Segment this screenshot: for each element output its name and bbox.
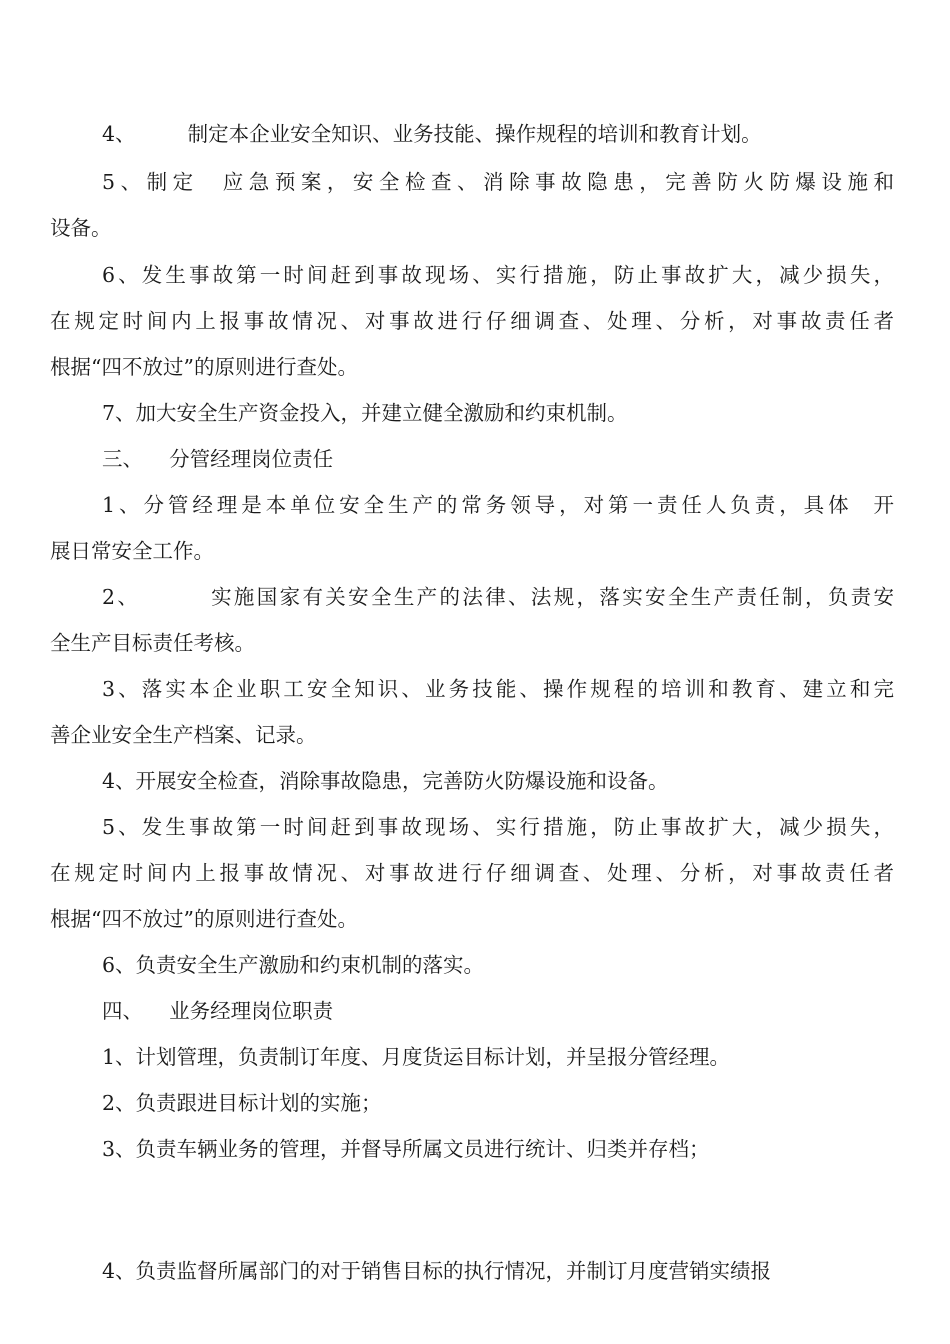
text-line: 1、计划管理，负责制订年度、月度货运目标计划，并呈报分管经理。 <box>102 1045 731 1069</box>
text-line: 根据“四不放过”的原则进行查处。 <box>50 355 358 379</box>
section-heading: 三、 分管经理岗位责任 <box>102 447 334 471</box>
text-line: 4、负责监督所属部门的对于销售目标的执行情况，并制订月度营销实绩报 <box>102 1259 772 1283</box>
text-line: 2、 实施国家有关安全生产的法律、法规，落实安全生产责任制，负责安 <box>102 585 894 609</box>
text-line: 根据“四不放过”的原则进行查处。 <box>50 907 358 931</box>
text-line: 全生产目标责任考核。 <box>50 631 255 655</box>
text-line: 展日常安全工作。 <box>50 539 214 563</box>
text-line: 4、开展安全检查，消除事故隐患，完善防火防爆设施和设备。 <box>102 769 669 793</box>
text-line: 7、加大安全生产资金投入，并建立健全激励和约束机制。 <box>102 401 628 425</box>
text-line: 在规定时间内上报事故情况、对事故进行仔细调查、处理、分析，对事故责任者 <box>50 861 894 885</box>
text-line: 3、落实本企业职工安全知识、业务技能、操作规程的培训和教育、建立和完 <box>102 677 894 701</box>
text-line: 6、负责安全生产激励和约束机制的落实。 <box>102 953 485 977</box>
text-line: 设备。 <box>50 216 112 240</box>
text-line: 4、 制定本企业安全知识、业务技能、操作规程的培训和教育计划。 <box>102 122 762 146</box>
text-line: 5、制定 应急预案，安全检查、消除事故隐患，完善防火防爆设施和 <box>102 170 894 194</box>
text-line: 6、发生事故第一时间赶到事故现场、实行措施，防止事故扩大，减少损失， <box>102 263 894 287</box>
text-line: 在规定时间内上报事故情况、对事故进行仔细调查、处理、分析，对事故责任者 <box>50 309 894 333</box>
section-heading: 四、 业务经理岗位职责 <box>102 999 334 1023</box>
text-line: 3、负责车辆业务的管理，并督导所属文员进行统计、归类并存档； <box>102 1137 710 1161</box>
text-line: 2、负责跟进目标计划的实施； <box>102 1091 382 1115</box>
text-line: 善企业安全生产档案、记录。 <box>50 723 317 747</box>
text-line: 1、分管经理是本单位安全生产的常务领导，对第一责任人负责，具体 开 <box>102 493 894 517</box>
text-line: 5、发生事故第一时间赶到事故现场、实行措施，防止事故扩大，减少损失， <box>102 815 894 839</box>
